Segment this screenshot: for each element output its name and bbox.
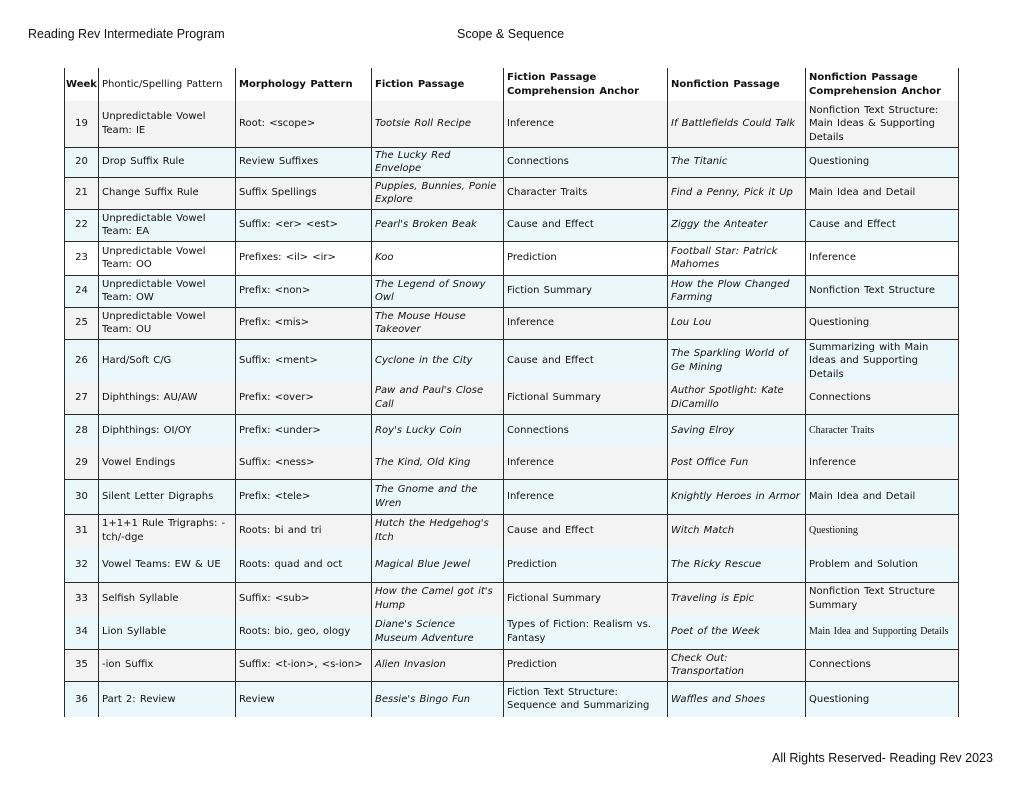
table-row-week-24 xyxy=(65,275,959,307)
nonfiction-passage-cell: Lou Lou xyxy=(668,307,806,339)
fiction-anchor-cell: Inference xyxy=(504,101,668,147)
fiction-anchor-cell: Types of Fiction: Realism vs. Fantasy xyxy=(504,615,668,649)
fiction-passage-cell: The Legend of Snowy Owl xyxy=(372,275,504,307)
nonfiction-passage-cell: Check Out: Transportation xyxy=(668,649,806,681)
nonfiction-anchor-cell: Inference xyxy=(806,446,959,479)
table-row-week-35 xyxy=(65,649,959,681)
nonfiction-passage-cell: Ziggy the Anteater xyxy=(668,209,806,241)
nonfiction-passage-cell: Football Star: Patrick Mahomes xyxy=(668,241,806,275)
week-cell: 25 xyxy=(65,307,99,339)
fiction-passage-cell: Cyclone in the City xyxy=(372,339,504,382)
phonics-pattern-cell: Unpredictable Vowel Team: IE xyxy=(99,101,236,147)
phonics-pattern-cell: Selfish Syllable xyxy=(99,582,236,615)
morphology-pattern-cell: Suffix: <ness> xyxy=(236,446,372,479)
fiction-anchor-cell: Inference xyxy=(504,446,668,479)
fiction-passage-cell: Puppies, Bunnies, Ponie Explore xyxy=(372,177,504,209)
morphology-pattern-cell: Prefix: <under> xyxy=(236,414,372,446)
morphology-pattern-cell: Prefix: <tele> xyxy=(236,479,372,514)
fiction-passage-cell: Tootsie Roll Recipe xyxy=(372,101,504,147)
morphology-pattern-cell: Suffix: <er> <est> xyxy=(236,209,372,241)
table-row-week-34 xyxy=(65,615,959,649)
morphology-pattern-cell: Prefixes: <il> <ir> xyxy=(236,241,372,275)
week-cell: 31 xyxy=(65,514,99,547)
nonfiction-anchor-cell: Main Idea and Detail xyxy=(806,177,959,209)
nonfiction-passage-cell: Knightly Heroes in Armor xyxy=(668,479,806,514)
phonics-pattern-cell: Part 2: Review xyxy=(99,681,236,717)
table-row-week-22 xyxy=(65,209,959,241)
morphology-pattern-cell: Roots: quad and oct xyxy=(236,547,372,582)
fiction-anchor-cell: Prediction xyxy=(504,547,668,582)
fiction-anchor-cell: Character Traits xyxy=(504,177,668,209)
fiction-passage-cell: The Lucky Red Envelope xyxy=(372,147,504,177)
nonfiction-anchor-cell: Character Traits xyxy=(806,414,959,446)
week-cell: 26 xyxy=(65,339,99,382)
phonics-pattern-cell: Diphthings: OI/OY xyxy=(99,414,236,446)
nonfiction-passage-cell: How the Plow Changed Farming xyxy=(668,275,806,307)
week-cell: 35 xyxy=(65,649,99,681)
week-cell: 28 xyxy=(65,414,99,446)
table-row-week-28 xyxy=(65,414,959,446)
table-row-week-21 xyxy=(65,177,959,209)
fiction-passage-cell: The Mouse House Takeover xyxy=(372,307,504,339)
nonfiction-anchor-cell: Questioning xyxy=(806,514,959,547)
fiction-anchor-cell: Fictional Summary xyxy=(504,382,668,414)
fiction-anchor-cell: Cause and Effect xyxy=(504,514,668,547)
nonfiction-anchor-cell: Problem and Solution xyxy=(806,547,959,582)
nonfiction-anchor-cell: Summarizing with Main Ideas and Supporting Details xyxy=(806,339,959,382)
week-cell: 33 xyxy=(65,582,99,615)
table-row-week-36 xyxy=(65,681,959,717)
nonfiction-anchor-cell: Questioning xyxy=(806,681,959,717)
phonics-pattern-cell: Vowel Teams: EW & UE xyxy=(99,547,236,582)
table-row-week-29 xyxy=(65,446,959,479)
column-header-phonics: Phontic/Spelling Pattern xyxy=(99,68,236,101)
fiction-anchor-cell: Fiction Text Structure: Sequence and Summarizing xyxy=(504,681,668,717)
fiction-passage-cell: Roy's Lucky Coin xyxy=(372,414,504,446)
table-row-week-23 xyxy=(65,241,959,275)
week-cell: 27 xyxy=(65,382,99,414)
fiction-anchor-cell: Cause and Effect xyxy=(504,339,668,382)
morphology-pattern-cell: Prefix: <over> xyxy=(236,382,372,414)
copyright-footer: All Rights Reserved- Reading Rev 2023 xyxy=(772,751,993,765)
phonics-pattern-cell: Vowel Endings xyxy=(99,446,236,479)
column-header-nonfiction: Nonfiction Passage xyxy=(668,68,806,101)
fiction-anchor-cell: Fictional Summary xyxy=(504,582,668,615)
morphology-pattern-cell: Review Suffixes xyxy=(236,147,372,177)
column-header-morphology: Morphology Pattern xyxy=(236,68,372,101)
nonfiction-anchor-cell: Main Idea and Detail xyxy=(806,479,959,514)
nonfiction-anchor-cell: Cause and Effect xyxy=(806,209,959,241)
morphology-pattern-cell: Prefix: <mis> xyxy=(236,307,372,339)
nonfiction-passage-cell: Poet of the Week xyxy=(668,615,806,649)
phonics-pattern-cell: Lion Syllable xyxy=(99,615,236,649)
nonfiction-anchor-cell: Questioning xyxy=(806,147,959,177)
week-cell: 22 xyxy=(65,209,99,241)
document-title: Reading Rev Intermediate Program xyxy=(28,27,225,41)
nonfiction-anchor-cell: Inference xyxy=(806,241,959,275)
fiction-anchor-cell: Cause and Effect xyxy=(504,209,668,241)
nonfiction-anchor-cell: Nonfiction Text Structure: Main Ideas & Supporting Details xyxy=(806,101,959,147)
table-row-week-32 xyxy=(65,547,959,582)
phonics-pattern-cell: Hard/Soft C/G xyxy=(99,339,236,382)
fiction-anchor-cell: Inference xyxy=(504,307,668,339)
morphology-pattern-cell: Suffix: <sub> xyxy=(236,582,372,615)
fiction-passage-cell: Magical Blue Jewel xyxy=(372,547,504,582)
nonfiction-passage-cell: Find a Penny, Pick it Up xyxy=(668,177,806,209)
week-cell: 24 xyxy=(65,275,99,307)
nonfiction-anchor-cell: Nonfiction Text Structure Summary xyxy=(806,582,959,615)
table-row-week-19 xyxy=(65,101,959,147)
fiction-anchor-cell: Connections xyxy=(504,147,668,177)
nonfiction-anchor-cell: Connections xyxy=(806,649,959,681)
phonics-pattern-cell: Unpredictable Vowel Team: EA xyxy=(99,209,236,241)
week-cell: 32 xyxy=(65,547,99,582)
table-row-week-31 xyxy=(65,514,959,547)
phonics-pattern-cell: Unpredictable Vowel Team: OU xyxy=(99,307,236,339)
fiction-passage-cell: Hutch the Hedgehog's Itch xyxy=(372,514,504,547)
fiction-anchor-cell: Connections xyxy=(504,414,668,446)
nonfiction-passage-cell: The Titanic xyxy=(668,147,806,177)
table-row-week-25 xyxy=(65,307,959,339)
week-cell: 20 xyxy=(65,147,99,177)
fiction-passage-cell: How the Camel got it's Hump xyxy=(372,582,504,615)
phonics-pattern-cell: Diphthings: AU/AW xyxy=(99,382,236,414)
table-header-row xyxy=(65,68,959,101)
fiction-passage-cell: The Kind, Old King xyxy=(372,446,504,479)
nonfiction-passage-cell: Post Office Fun xyxy=(668,446,806,479)
fiction-passage-cell: Paw and Paul's Close Call xyxy=(372,382,504,414)
week-cell: 34 xyxy=(65,615,99,649)
morphology-pattern-cell: Root: <scope> xyxy=(236,101,372,147)
phonics-pattern-cell: Drop Suffix Rule xyxy=(99,147,236,177)
table-row-week-27 xyxy=(65,382,959,414)
week-cell: 29 xyxy=(65,446,99,479)
fiction-passage-cell: The Gnome and the Wren xyxy=(372,479,504,514)
morphology-pattern-cell: Suffix: <ment> xyxy=(236,339,372,382)
nonfiction-passage-cell: Author Spotlight: Kate DiCamillo xyxy=(668,382,806,414)
nonfiction-passage-cell: Saving Elroy xyxy=(668,414,806,446)
phonics-pattern-cell: 1+1+1 Rule Trigraphs: -tch/-dge xyxy=(99,514,236,547)
table-row-week-20 xyxy=(65,147,959,177)
scope-sequence-table xyxy=(64,68,959,717)
nonfiction-anchor-cell: Connections xyxy=(806,382,959,414)
table-row-week-26 xyxy=(65,339,959,382)
column-header-week: Week xyxy=(65,68,99,101)
nonfiction-passage-cell: Traveling is Epic xyxy=(668,582,806,615)
week-cell: 23 xyxy=(65,241,99,275)
nonfiction-anchor-cell: Nonfiction Text Structure xyxy=(806,275,959,307)
week-cell: 36 xyxy=(65,681,99,717)
fiction-anchor-cell: Inference xyxy=(504,479,668,514)
nonfiction-passage-cell: Witch Match xyxy=(668,514,806,547)
morphology-pattern-cell: Review xyxy=(236,681,372,717)
nonfiction-anchor-cell: Main Idea and Supporting Details xyxy=(806,615,959,649)
column-header-fiction-anchor: Fiction Passage Comprehension Anchor xyxy=(504,68,668,101)
week-cell: 30 xyxy=(65,479,99,514)
column-header-nonfiction-anchor: Nonfiction Passage Comprehension Anchor xyxy=(806,68,959,101)
fiction-passage-cell: Bessie's Bingo Fun xyxy=(372,681,504,717)
fiction-passage-cell: Koo xyxy=(372,241,504,275)
fiction-passage-cell: Alien Invasion xyxy=(372,649,504,681)
week-cell: 21 xyxy=(65,177,99,209)
phonics-pattern-cell: Change Suffix Rule xyxy=(99,177,236,209)
morphology-pattern-cell: Roots: bio, geo, ology xyxy=(236,615,372,649)
nonfiction-passage-cell: If Battlefields Could Talk xyxy=(668,101,806,147)
nonfiction-anchor-cell: Questioning xyxy=(806,307,959,339)
morphology-pattern-cell: Suffix Spellings xyxy=(236,177,372,209)
phonics-pattern-cell: Unpredictable Vowel Team: OO xyxy=(99,241,236,275)
fiction-anchor-cell: Prediction xyxy=(504,649,668,681)
table-row-week-30 xyxy=(65,479,959,514)
phonics-pattern-cell: Unpredictable Vowel Team: OW xyxy=(99,275,236,307)
morphology-pattern-cell: Suffix: <t-ion>, <s-ion> xyxy=(236,649,372,681)
fiction-passage-cell: Diane's Science Museum Adventure xyxy=(372,615,504,649)
column-header-fiction: Fiction Passage xyxy=(372,68,504,101)
nonfiction-passage-cell: The Sparkling World of Ge Mining xyxy=(668,339,806,382)
week-cell: 19 xyxy=(65,101,99,147)
morphology-pattern-cell: Roots: bi and tri xyxy=(236,514,372,547)
fiction-anchor-cell: Fiction Summary xyxy=(504,275,668,307)
morphology-pattern-cell: Prefix: <non> xyxy=(236,275,372,307)
nonfiction-passage-cell: Waffles and Shoes xyxy=(668,681,806,717)
nonfiction-passage-cell: The Ricky Rescue xyxy=(668,547,806,582)
phonics-pattern-cell: Silent Letter Digraphs xyxy=(99,479,236,514)
fiction-passage-cell: Pearl's Broken Beak xyxy=(372,209,504,241)
table-body xyxy=(65,101,959,717)
fiction-anchor-cell: Prediction xyxy=(504,241,668,275)
table-row-week-33 xyxy=(65,582,959,615)
phonics-pattern-cell: -ion Suffix xyxy=(99,649,236,681)
document-subtitle: Scope & Sequence xyxy=(457,27,565,41)
